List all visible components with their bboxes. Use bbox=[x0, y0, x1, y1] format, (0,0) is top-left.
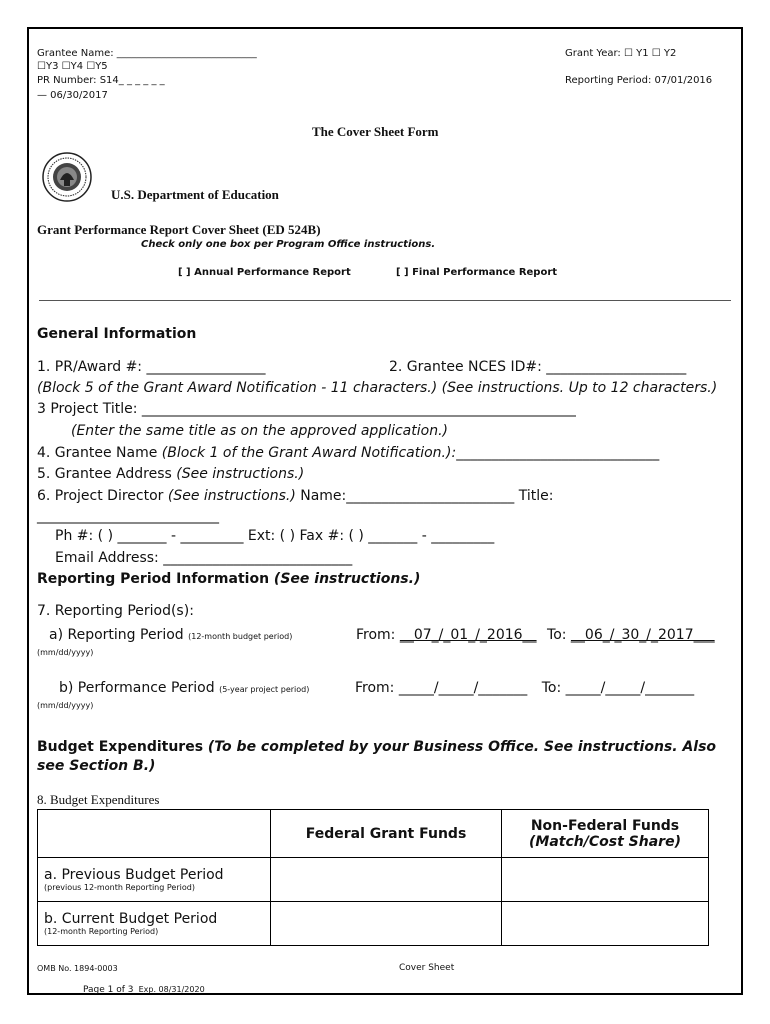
row-label: a. Previous Budget Period bbox=[44, 867, 224, 883]
previous-nonfederal-cell[interactable] bbox=[502, 858, 709, 902]
row-sublabel: (12-month Reporting Period) bbox=[44, 927, 159, 936]
reporting-period-heading bbox=[37, 571, 420, 587]
expiration-date: Exp. 08/31/2020 bbox=[138, 985, 205, 994]
reporting-heading-bold: Reporting Period Information bbox=[37, 571, 274, 587]
period-a-from-label: From: bbox=[356, 627, 400, 643]
period-a-to-label: To: bbox=[547, 627, 571, 643]
budget-heading-bold: Budget Expenditures bbox=[37, 739, 208, 755]
form-page bbox=[27, 27, 743, 995]
period-b-to-label: To: bbox=[541, 680, 566, 696]
grantee-name-field[interactable]: Grantee Name: ____________________________ bbox=[37, 48, 257, 59]
reporting-period-a-row[interactable] bbox=[49, 627, 292, 643]
date-format-a: (mm/dd/yyyy) bbox=[37, 648, 94, 657]
address-note: (See instructions.) bbox=[176, 466, 305, 482]
performance-period-b-row[interactable] bbox=[59, 680, 309, 696]
director-name-title[interactable]: Name:________________________ Title: bbox=[295, 488, 554, 504]
page-number: Page 1 of 3 bbox=[83, 985, 134, 995]
previous-budget-label bbox=[38, 858, 271, 902]
current-federal-cell[interactable] bbox=[271, 902, 502, 946]
budget-heading-italic: (To be completed by your Business Office. See instructions. Also bbox=[207, 739, 717, 755]
final-report-checkbox[interactable]: [ ] Final Performance Report bbox=[396, 267, 558, 278]
director-prefix: 6. Project Director bbox=[37, 488, 168, 504]
budget-header-empty bbox=[38, 810, 271, 858]
footer-center: Cover Sheet bbox=[399, 963, 455, 973]
omb-number: OMB No. 1894-0003 bbox=[37, 964, 118, 973]
previous-federal-cell[interactable] bbox=[271, 858, 502, 902]
nonfederal-header-line1: Non-Federal Funds bbox=[530, 817, 680, 834]
general-info-heading: General Information bbox=[37, 326, 197, 342]
footer-page-row bbox=[83, 977, 205, 996]
grantee-name-line[interactable]: _____________________________ bbox=[456, 445, 660, 461]
pr-number-field[interactable]: PR Number: S14_ _ _ _ _ _ bbox=[37, 75, 165, 86]
nces-id-field[interactable]: 2. Grantee NCES ID#: ____________________ bbox=[389, 359, 687, 375]
email-field[interactable]: Email Address: ___________________________ bbox=[55, 550, 353, 566]
reporting-period-header: Reporting Period: 07/01/2016 bbox=[565, 75, 713, 86]
period-b-from-row[interactable] bbox=[355, 680, 694, 696]
grantee-address-row[interactable] bbox=[37, 466, 304, 482]
budget-table bbox=[37, 809, 709, 946]
federal-funds-header: Federal Grant Funds bbox=[271, 810, 502, 858]
period-a-label: a) Reporting Period bbox=[49, 627, 184, 643]
form-title: The Cover Sheet Form bbox=[312, 124, 439, 139]
project-director-row[interactable] bbox=[37, 488, 553, 504]
period-b-small: (5-year project period) bbox=[219, 685, 310, 694]
report-title: Grant Performance Report Cover Sheet (ED 524B) bbox=[37, 222, 321, 237]
director-note: (See instructions.) bbox=[167, 488, 296, 504]
table-row bbox=[38, 902, 709, 946]
director-title-line[interactable]: __________________________ bbox=[37, 508, 219, 524]
budget-label: 8. Budget Expenditures bbox=[37, 792, 160, 807]
nonfederal-header-line2: (Match/Cost Share) bbox=[529, 833, 681, 850]
row-label: b. Current Budget Period bbox=[44, 911, 218, 927]
grant-year-checkboxes[interactable]: ☐Y3 ☐Y4 ☐Y5 bbox=[37, 61, 108, 72]
budget-heading-line2: see Section B.) bbox=[37, 758, 156, 774]
date-format-b: (mm/dd/yyyy) bbox=[37, 701, 94, 710]
period-a-from-row[interactable] bbox=[356, 627, 715, 643]
reporting-periods-label: 7. Reporting Period(s): bbox=[37, 603, 194, 619]
grantee-name-note: (Block 1 of the Grant Award Notification.): bbox=[161, 445, 457, 461]
department-seal-icon bbox=[42, 152, 92, 202]
block5-note: (Block 5 of the Grant Award Notification - 11 characters.) (See instructions. Up to 12 characters.) bbox=[37, 380, 718, 396]
nonfederal-funds-header bbox=[502, 810, 709, 858]
pr-award-field[interactable]: 1. PR/Award #: _________________ bbox=[37, 359, 266, 375]
budget-heading bbox=[37, 739, 716, 755]
address-prefix: 5. Grantee Address bbox=[37, 466, 177, 482]
period-a-small: (12-month budget period) bbox=[188, 632, 293, 641]
grantee-name-row[interactable] bbox=[37, 445, 659, 461]
period-b-from-value[interactable]: _____/_____/_______ bbox=[398, 680, 528, 696]
table-row bbox=[38, 858, 709, 902]
phone-fax-field[interactable]: Ph #: ( ) _______ - _________ Ext: ( ) Fax #: ( ) _______ - _________ bbox=[55, 528, 495, 544]
row-sublabel: (previous 12-month Reporting Period) bbox=[44, 883, 195, 892]
period-b-from-label: From: bbox=[355, 680, 399, 696]
period-b-to-value[interactable]: _____/_____/_______ bbox=[565, 680, 695, 696]
title-note: (Enter the same title as on the approved application.) bbox=[71, 423, 448, 439]
project-title-field[interactable]: 3 Project Title: ______________________________________________________________ bbox=[37, 401, 576, 417]
period-end-text: — 06/30/2017 bbox=[37, 90, 108, 101]
section-divider bbox=[39, 300, 731, 301]
check-note: Check only one box per Program Office instructions. bbox=[141, 239, 436, 250]
grant-year-field[interactable]: Grant Year: ☐ Y1 ☐ Y2 bbox=[565, 48, 677, 59]
reporting-heading-italic: (See instructions.) bbox=[273, 571, 421, 587]
period-a-from-value[interactable]: __07_/_01_/_2016__ bbox=[399, 627, 537, 643]
current-budget-label bbox=[38, 902, 271, 946]
period-b-label: b) Performance Period bbox=[59, 680, 215, 696]
annual-report-checkbox[interactable]: [ ] Annual Performance Report bbox=[178, 267, 351, 278]
department-name: U.S. Department of Education bbox=[111, 187, 279, 202]
grantee-name-prefix: 4. Grantee Name bbox=[37, 445, 162, 461]
current-nonfederal-cell[interactable] bbox=[502, 902, 709, 946]
period-a-to-value[interactable]: __06_/_30_/_2017___ bbox=[570, 627, 715, 643]
budget-header-row bbox=[38, 810, 709, 858]
